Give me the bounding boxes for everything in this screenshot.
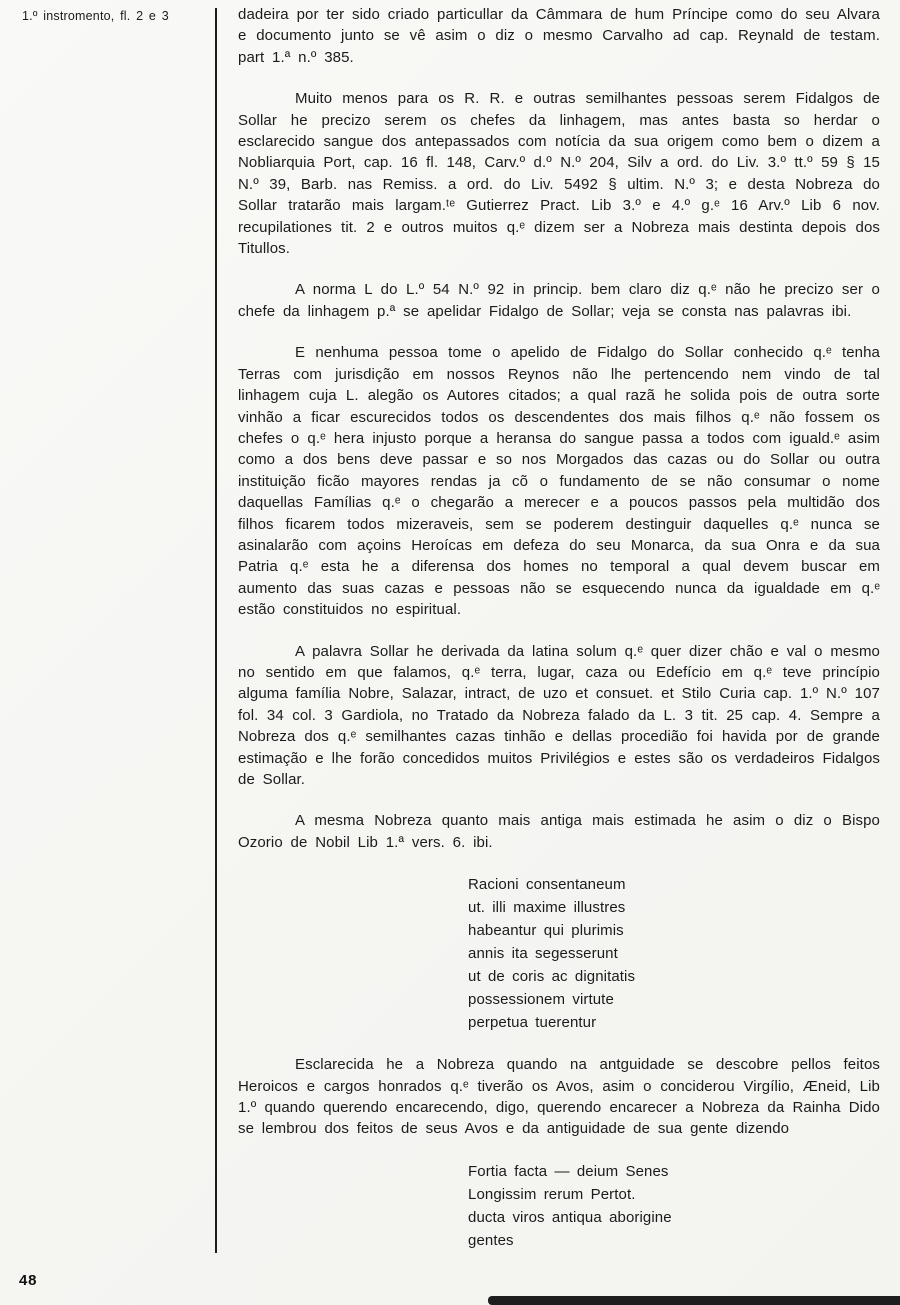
page-number: 48 xyxy=(19,1272,38,1289)
verse-line: perpetua tuerentur xyxy=(468,1014,597,1032)
body-paragraph: dadeira por ter sido criado particullar da Câmmara de hum Príncipe como do seu Alvara e documento junto se vê asim o diz o mesmo Carvalho ad cap. Reynald de testam. part 1.ª n.º 385. xyxy=(238,6,880,66)
body-paragraph: Esclarecida he a Nobreza quando na antguidade se descobre pellos feitos Heroicos e cargos honrados q.ᵉ tiverão os Avos, asim o conciderou Virgílio, Æneid, Lib 1.º quando querendo encarecendo, digo, querendo encarecer a Nobreza da Rainha Dido se lembrou dos feitos de seus Avos e da antiguidade de sua gente dizendo xyxy=(238,1056,880,1138)
verse-line: habeantur qui plurimis xyxy=(468,922,624,940)
verse-line: ut de coris ac dignitatis xyxy=(468,968,636,986)
verse-line: Fortia facta — deium Senes xyxy=(468,1162,669,1180)
margin-note: 1.º instromento, fl. 2 e 3 xyxy=(22,9,169,23)
verse-block-latin-quote xyxy=(468,873,880,1034)
verse-line: Racioni consentaneum xyxy=(468,876,626,894)
verse-line: possessionem virtute xyxy=(468,991,614,1009)
body-paragraph: E nenhuma pessoa tome o apelido de Fidalgo do Sollar conhecido q.ᵉ tenha Terras com jurisdição em nossos Reynos não lhe pertencendo nem vindo de tal linhagem cuja L. alegão os Autores citados; a qual razã he solida pois de outra sorte vinhão a ficar escurecidos todos os descendentes dos mais filhos q.ᵉ não fossem os chefes o q.ᵉ hera injusto porque a heransa do sangue passa a todos com iguald.ᵉ asim como a dos bens deve passar e so nos Morgados das cazas ou do Sollar ou outra instituição ficão mayores rendas ja cõ o fundamento de se não consumar o nome daquellas Famílias q.ᵉ o chegarão a merecer e a poucos passos pela multidão dos filhos ficarem todos mizeraveis, sem se poderem destinguir daquelles q.ᵉ nunca se asinalarão com açoins Heroícas em defeza do seu Monarca, da sua Onra e da sua Patria q.ᵉ esta he a diferensa dos homes no temporal a qual devem buscar em aumento das suas cazas e pessoas não se esquecendo nunca da igualdade em q.ᵉ estão constituidos no espiritual. xyxy=(238,344,880,619)
scan-artifact-bar xyxy=(488,1296,900,1305)
verse-line: annis ita segesserunt xyxy=(468,945,618,963)
body-paragraph: A mesma Nobreza quanto mais antiga mais estimada he asim o diz o Bispo Ozorio de Nobil Lib 1.ª vers. 6. ibi. xyxy=(238,812,880,851)
verse-line: ut. illi maxime illustres xyxy=(468,899,626,917)
body-paragraph: Muito menos para os R. R. e outras semilhantes pessoas serem Fidalgos de Sollar he precizo serem os chefes da linhagem, mas antes basta so herdar o esclarecido sangue dos antepassados com notícia da sua origem como bem o dizem a Nobliarquia Port, cap. 16 fl. 148, Carv.º d.º N.º 204, Silv a ord. do Liv. 3.º tt.º 59 § 15 N.º 39, Barb. nas Remiss. a ord. do Liv. 5492 § ultim. N.º 3; e desta Nobreza do Sollar tratarão mais largam.ᵗᵉ Gutierrez Pract. Lib 3.º e 4.º g.ᵉ 16 Arv.º Lib 6 nov. recupilationes tit. 2 e outros muitos q.ᵉ dizem ser a Nobreza mais destinta depois dos Titullos. xyxy=(238,90,880,258)
verse-line: gentes xyxy=(468,1231,514,1249)
verse-line: ducta viros antiqua aborigine xyxy=(468,1208,672,1226)
body-text-column xyxy=(238,4,880,1272)
margin-divider-rule xyxy=(215,8,217,1253)
verse-block-virgil-quote xyxy=(468,1160,880,1252)
body-paragraph: A norma L do L.º 54 N.º 92 in princip. bem claro diz q.ᵉ não he precizo ser o chefe da linhagem p.ª se apelidar Fidalgo de Sollar; veja se consta nas palavras ibi. xyxy=(238,281,880,320)
body-paragraph: A palavra Sollar he derivada da latina solum q.ᵉ quer dizer chão e val o mesmo no sentido em que falamos, q.ᵉ terra, lugar, caza ou Edefício em q.ᵉ teve princípio alguma família Nobre, Salazar, intract, de uzo et consuet. et Stilo Curia cap. 1.º N.º 107 fol. 34 col. 3 Gardiola, no Tratado da Nobreza falado da L. 3 tit. 25 cap. 4. Sempre a Nobreza dos q.ᵉ semilhantes cazas tinhão e dellas procedião foi havida por de grande estimação e lhe forão concedidos muitos Privilégios e estes são os verdadeiros Fidalgos de Sollar. xyxy=(238,642,880,788)
verse-line: Longissim rerum Pertot. xyxy=(468,1185,636,1203)
